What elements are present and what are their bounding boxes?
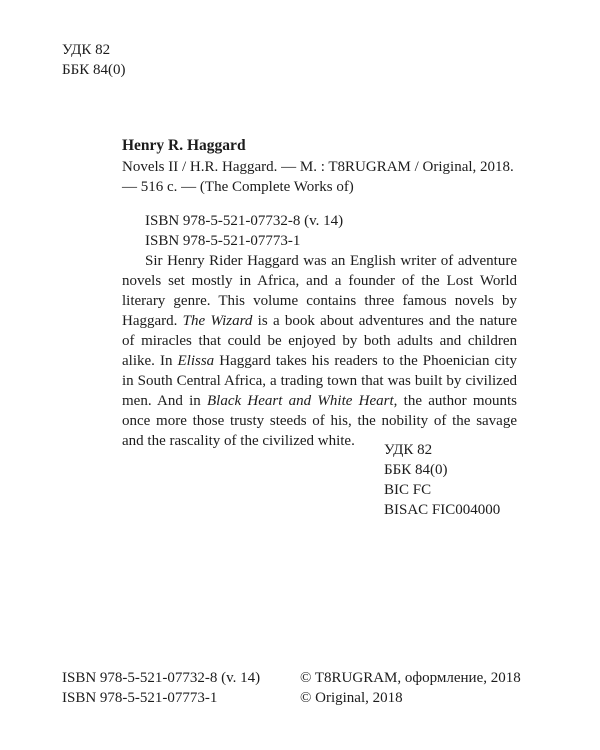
isbn-volume: ISBN 978-5-521-07732-8 (v. 14)	[145, 213, 344, 229]
bbk-code: ББК 84(0)	[62, 62, 126, 78]
footer-isbns	[62, 668, 260, 708]
abstract-text-3: Haggard takes his readers to the Phoenician city in South Central Africa, a trading town that was built by civilized men. And in	[122, 353, 517, 409]
abstract-paragraph	[122, 251, 517, 451]
classification-codes	[384, 440, 500, 520]
isbn-block	[145, 211, 343, 251]
copyright-original: © Original, 2018	[300, 690, 403, 706]
bibliographic-description: Novels II / H.R. Haggard. — M. : T8RUGRAM / Original, 2018. — 516 c. — (The Complete Works of)	[122, 159, 514, 195]
abstract-text-1: Sir Henry Rider Haggard was an English writer of adventure novels set mostly in Africa, and a founder of the Lost World literary genre. This volume contains three famous novels by Haggard.	[122, 253, 517, 329]
bisac-code: BISAC FIC004000	[384, 502, 501, 518]
footer-isbn-volume: ISBN 978-5-521-07732-8 (v. 14)	[62, 670, 261, 686]
title-black-heart: Black Heart and White Heart	[207, 393, 394, 409]
title-the-wizard: The Wizard	[182, 313, 253, 329]
bbk-code: ББК 84(0)	[384, 462, 448, 478]
footer-isbn-set: ISBN 978-5-521-07773-1	[62, 690, 218, 706]
bic-code: BIC FC	[384, 482, 432, 498]
top-classification-codes	[62, 40, 125, 80]
title-elissa: Elissa	[177, 353, 215, 369]
udk-code: УДК 82	[384, 442, 433, 458]
abstract-text-2: is a book about adventures and the nature of miracles that could be enjoyed by both adults and children alike. In	[122, 313, 518, 369]
author-name: Henry R. Haggard	[122, 137, 246, 154]
footer-copyrights	[300, 668, 521, 708]
abstract-text-4: , the author mounts once more those trusty steeds of his, the nobility of the savage and the rascality of the civilized white.	[122, 393, 518, 449]
isbn-set: ISBN 978-5-521-07773-1	[145, 233, 301, 249]
copyright-design: © T8RUGRAM, оформление, 2018	[300, 670, 521, 686]
udk-code: УДК 82	[62, 42, 111, 58]
